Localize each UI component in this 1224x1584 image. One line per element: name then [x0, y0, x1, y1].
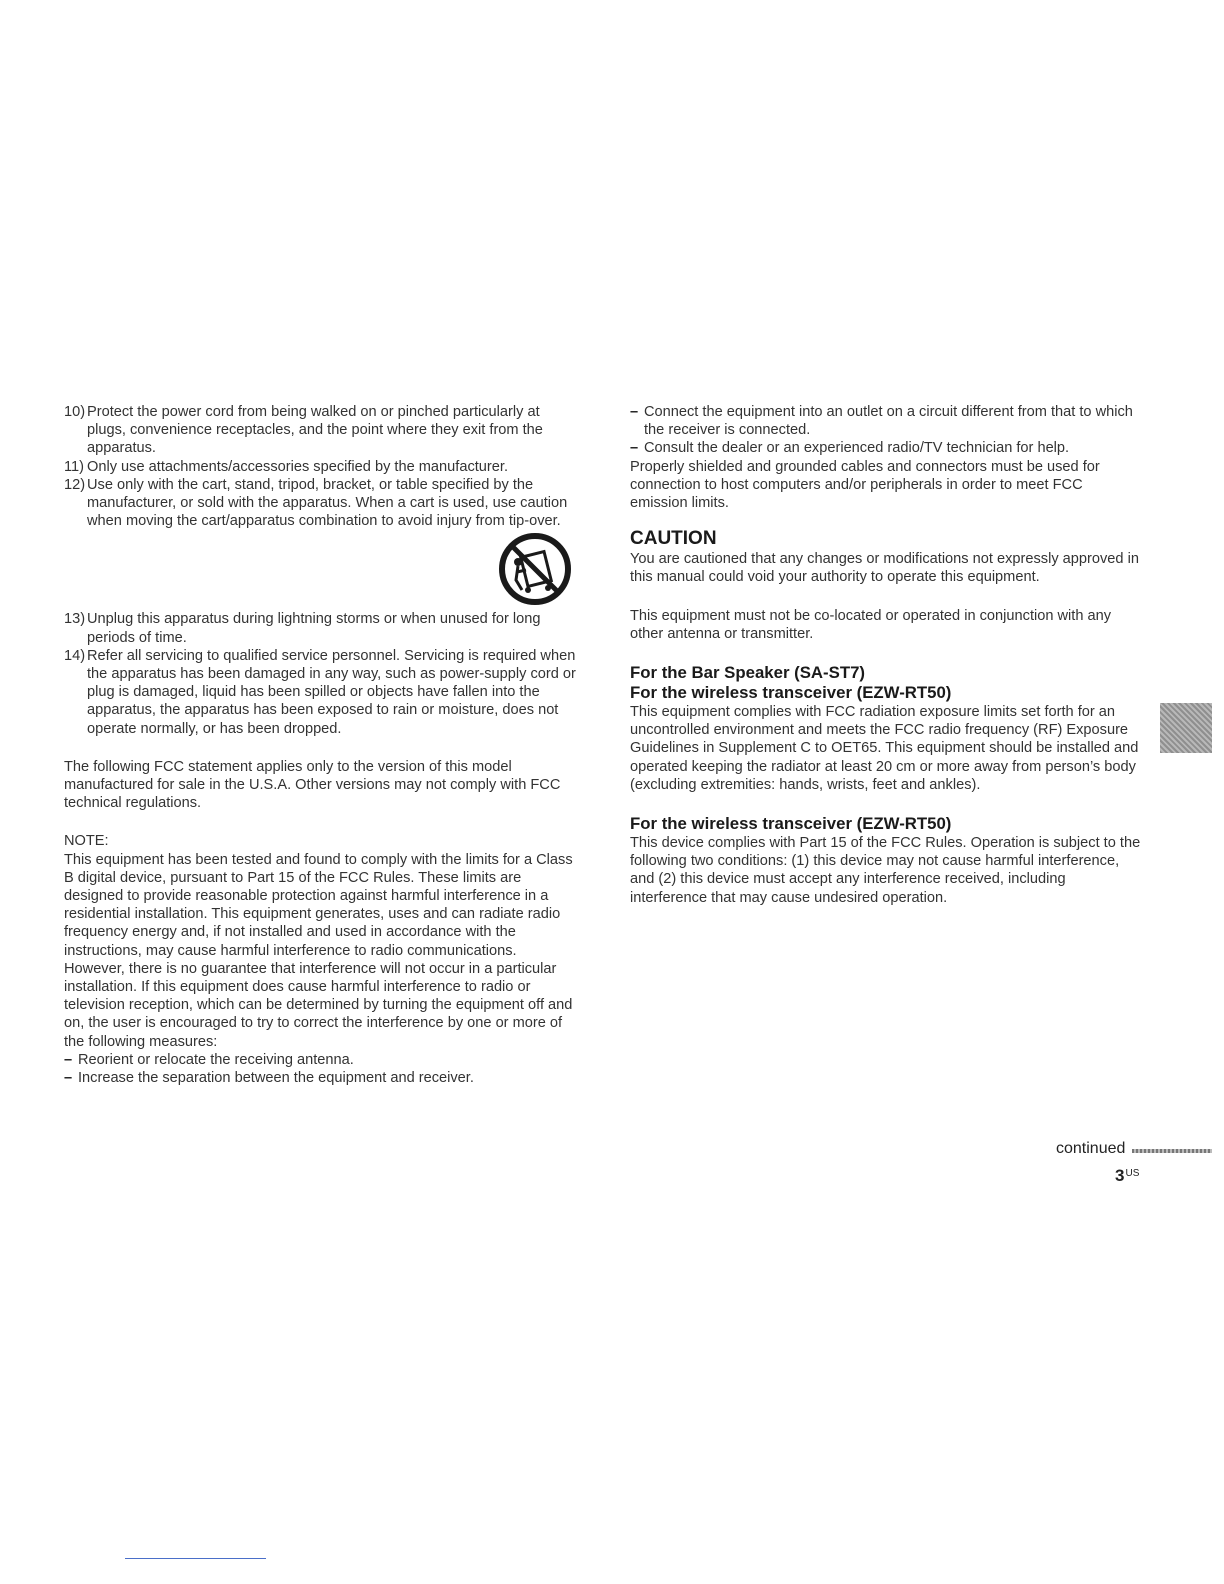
item-number: 11)	[64, 458, 85, 475]
item-text: Unplug this apparatus during lightning storms or when unused for long periods of time.	[87, 611, 541, 646]
item-text: Use only with the cart, stand, tripod, bracket, or table specified by the manufacturer, or sold with the apparatus. When a cart is used, use caution when moving the cart/apparatus combination to avoid injury from tip-over.	[87, 476, 568, 530]
bar-speaker-heading: For the Bar Speaker (SA-ST7)	[630, 663, 865, 683]
measure-item: – Increase the separation between the equipment and receiver.	[64, 1069, 576, 1087]
page-number	[1115, 1166, 1139, 1186]
rf-exposure-text: This equipment complies with FCC radiation exposure limits set forth for an uncontrolled environment and meets the FCC radio frequency (RF) Exposure Guidelines in Supplement C to OET65. This equipment should be installed and operated keeping the radiator at least 20 cm or more away from person’s body (excluding extremities: hands, wrists, feet and ankles).	[630, 704, 1139, 793]
transceiver-heading: For the wireless transceiver (EZW-RT50)	[630, 683, 952, 703]
continued-bar	[1132, 1149, 1212, 1153]
left-column	[64, 403, 576, 1087]
fcc-statement: The following FCC statement applies only to the version of this model manufactured for sale in the U.S.A. Other versions may not comply with FCC technical regulations.	[64, 758, 561, 812]
item-text: Protect the power cord from being walked on or pinched particularly at plugs, convenience receptacles, and the point where they exit from the apparatus.	[87, 404, 543, 457]
cart-tip-over-warning-icon	[498, 532, 572, 606]
page-number-value: 3	[1115, 1166, 1125, 1185]
caution-text: You are cautioned that any changes or modifications not expressly approved in this manual could void your authority to operate this equipment.	[630, 551, 1139, 586]
cart-warning-area	[64, 530, 576, 610]
item-text: Only use attachments/accessories specified by the manufacturer.	[87, 458, 508, 475]
note-label: NOTE:	[64, 833, 109, 850]
section-tab-marker	[1160, 703, 1212, 753]
list-item-10	[64, 403, 576, 458]
page-number-suffix: US	[1125, 1168, 1140, 1179]
note-text: This equipment has been tested and found to comply with the limits for a Class B digital device, pursuant to Part 15 of the FCC Rules. These limits are designed to provide reasonable protection against harmful interference in a residential installation. This equipment generates, uses and can radiate radio frequency energy and, if not installed and used in accordance with the instructions, may cause harmful interference to radio communications. However, there is no guarantee that interference will not occur in a particular installation. If this equipment does cause harmful interference to radio or television reception, which can be determined by turning the equipment off and on, the user is encouraged to try to correct the interference by one or more of the following measures:	[64, 851, 573, 1050]
right-column	[630, 403, 1142, 907]
item-number: 13)	[64, 611, 86, 628]
item-text: Refer all servicing to qualified service personnel. Servicing is required when the apparatus has been damaged in any way, such as power-supply cord or plug is damaged, liquid has been spilled or objects have fallen into the apparatus, the apparatus has been exposed to rain or moisture, does not operate normally, or has been dropped.	[87, 647, 576, 737]
shielded-cables-text: Properly shielded and grounded cables and connectors must be used for connection to host computers and/or peripherals in order to meet FCC emission limits.	[630, 458, 1100, 512]
list-item-13	[64, 610, 576, 646]
item-number: 12)	[64, 476, 86, 493]
colocation-text: This equipment must not be co-located or operated in conjunction with any other antenna or transmitter.	[630, 607, 1112, 642]
measure-item: – Reorient or relocate the receiving antenna.	[64, 1051, 576, 1069]
list-item-14	[64, 647, 576, 738]
measure-item: – Consult the dealer or an experienced radio/TV technician for help.	[630, 439, 1142, 457]
list-item-11	[64, 458, 576, 476]
footer-rule	[125, 1558, 266, 1559]
item-number: 14)	[64, 647, 86, 664]
transceiver-heading-2: For the wireless transceiver (EZW-RT50)	[630, 814, 952, 834]
measure-item: – Connect the equipment into an outlet on a circuit different from that to which the receiver is connected.	[630, 403, 1142, 439]
part15-text: This device complies with Part 15 of the FCC Rules. Operation is subject to the following two conditions: (1) this device may not cause harmful interference, and (2) this device must accept any interference received, including interference that may cause undesired operation.	[630, 835, 1141, 906]
caution-heading: CAUTION	[630, 528, 717, 550]
item-number: 10)	[64, 404, 86, 420]
list-item-12	[64, 476, 576, 531]
continued-label: continued	[1056, 1140, 1126, 1157]
